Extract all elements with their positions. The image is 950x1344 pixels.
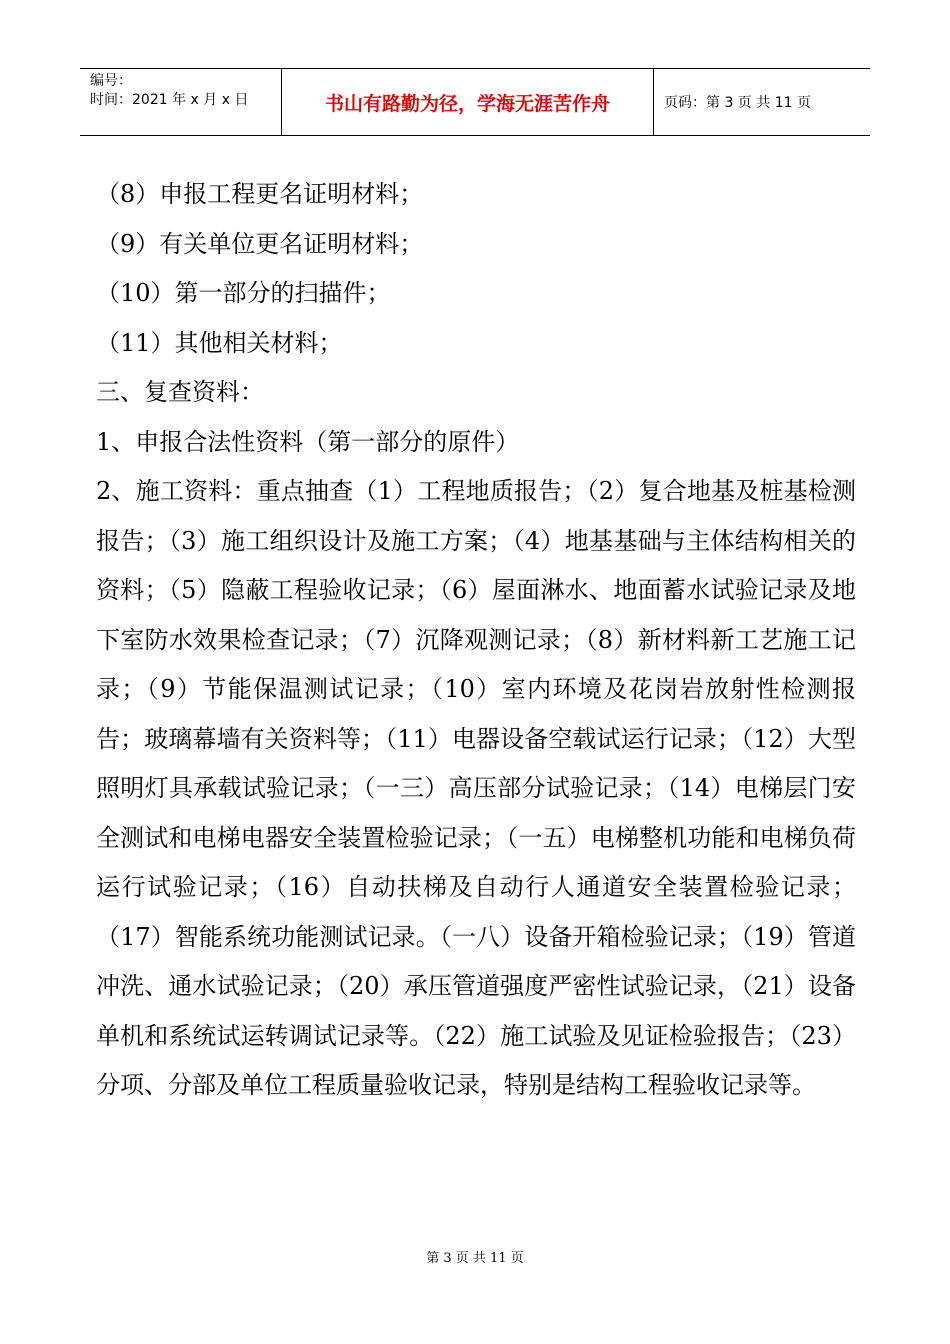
paragraph: （9）有关单位更名证明材料； [96, 229, 424, 258]
paragraph: 1、申报合法性资料（第一部分的原件） [96, 427, 520, 456]
header-motto: 书山有路勤为径，学海无涯苦作舟 [282, 69, 654, 135]
document-body [96, 170, 856, 1111]
paragraph: 2、施工资料：重点抽查（1）工程地质报告；（2）复合地基及桩基检测报告；（3）施工组织设计及施工方案；（4）地基基础与主体结构相关的资料；（5）隐蔽工程验收记录；（6）屋面淋水、地面蓄水试验记录及地下室防水效果检查记录；（7）沉降观测记录；（8）新材料新工艺施工记录；（9）节能保温测试记录；（10）室内环境及花岗岩放射性检测报告；玻璃幕墙有关资料等；（11）电器设备空载试运行记录；（12）大型照明灯具承载试验记录；（一三）高压部分试验记录；（14）电梯层门安全测试和电梯电器安全装置检验记录；（一五）电梯整机功能和电梯负荷运行试验记录；（16）自动扶梯及自动行人通道安全装置检验记录；（17）智能系统功能测试记录。（一八）设备开箱检验记录；（19）管道冲洗、通水试验记录；（20）承压管道强度严密性试验记录，（21）设备单机和系统试运转调试记录等。（22）施工试验及见证检验报告；（23）分项、分部及单位工程质量验收记录，特别是结构工程验收记录等。 [96, 477, 856, 1099]
header-info [80, 69, 282, 135]
paragraph: （11）其他相关材料； [96, 328, 343, 357]
paragraph: （8）申报工程更名证明材料； [96, 180, 424, 208]
header-page-code: 页码：第 3 页 共 11 页 [664, 95, 811, 111]
paragraph: （10）第一部分的扫描件； [96, 279, 391, 307]
page-footer: 第 3 页 共 11 页 [426, 1251, 524, 1266]
section-heading: 三、复查资料： [96, 378, 264, 406]
document-date: 时间：2021 年 x 月 x 日 [90, 92, 249, 108]
page-header [80, 68, 870, 136]
document-number-label: 编号： [90, 73, 132, 89]
